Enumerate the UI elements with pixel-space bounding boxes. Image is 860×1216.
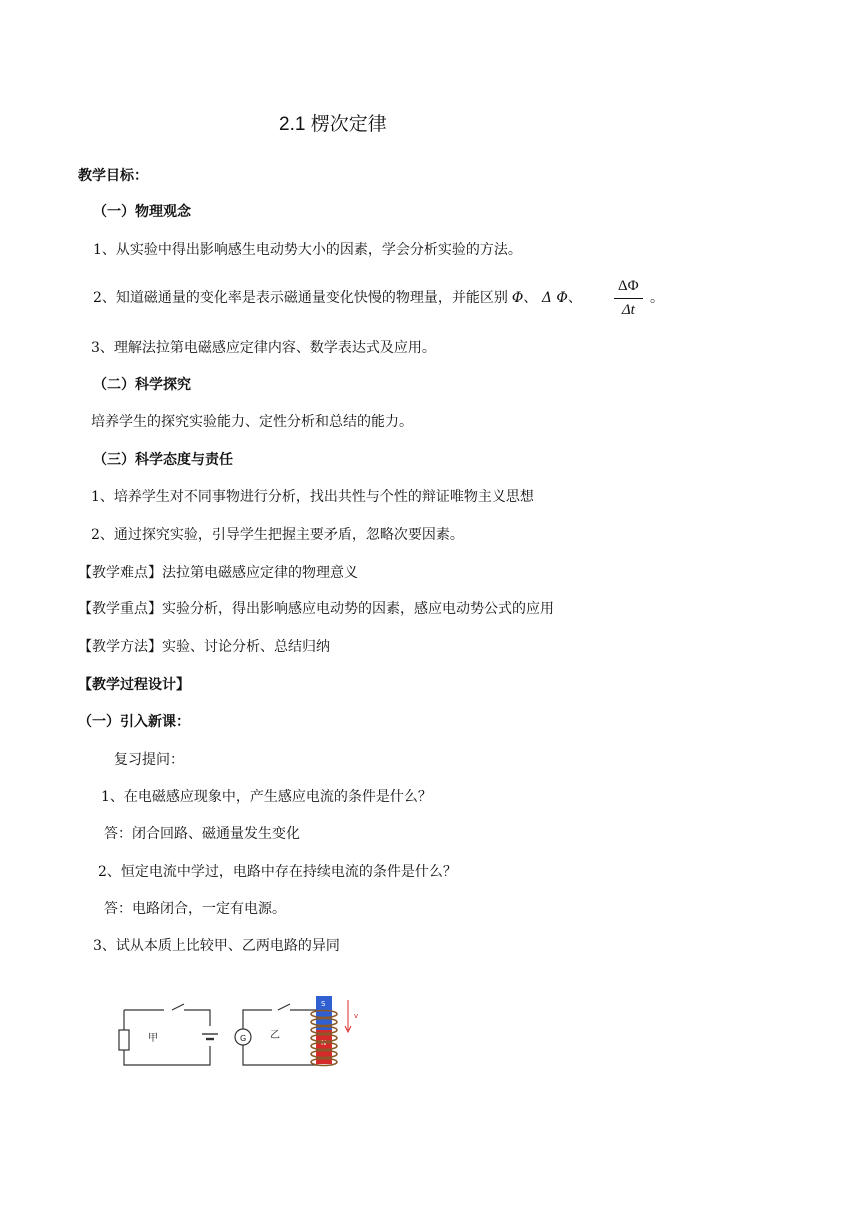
teaching-difficulty: 【教学难点】法拉第电磁感应定律的物理意义	[78, 565, 358, 581]
resistor	[119, 1030, 129, 1050]
fraction-numerator: ΔΦ	[618, 278, 639, 294]
section1-item3: 3、理解法拉第电磁感应定律内容、数学表达式及应用。	[91, 340, 436, 356]
section1-item1: 1、从实验中得出影响感生电动势大小的因素，学会分析实验的方法。	[93, 242, 522, 258]
delta-phi-symbol: Δ Φ	[541, 290, 568, 306]
circuit-a	[124, 1004, 210, 1065]
circuit-b	[243, 1004, 318, 1065]
section3-heading: （三）科学态度与责任	[93, 452, 233, 468]
section3-item2: 2、通过探究实验，引导学生把握主要矛盾，忽略次要因素。	[91, 527, 464, 543]
velocity-label: v	[354, 1012, 359, 1020]
section3-item1: 1、培养学生对不同事物进行分析，找出共性与个性的辩证唯物主义思想	[91, 489, 534, 505]
item2-end: 。	[650, 290, 664, 306]
section2-heading: （二）科学探究	[93, 377, 191, 393]
teaching-key-points: 【教学重点】实验分析，得出影响感应电动势的因素，感应电动势公式的应用	[78, 601, 554, 617]
fraction-bar	[614, 298, 643, 299]
separator: 、	[567, 290, 582, 306]
flux-rate-fraction	[614, 278, 643, 319]
section2-text: 培养学生的探究实验能力、定性分析和总结的能力。	[91, 414, 413, 430]
answer-2: 答：电路闭合，一定有电源。	[104, 901, 286, 917]
circuit-figure	[112, 990, 372, 1084]
fraction-denominator: Δt	[621, 302, 635, 318]
question-2: 2、恒定电流中学过，电路中存在持续电流的条件是什么？	[98, 864, 457, 880]
separator: 、	[523, 290, 538, 306]
galvanometer-label: G	[240, 1034, 247, 1043]
magnet-n-label: N	[321, 1039, 327, 1047]
circuit-a-label: 甲	[148, 1033, 158, 1044]
section1-item2	[93, 289, 582, 307]
page-title: 2.1 楞次定律	[279, 114, 387, 135]
review-label: 复习提问：	[114, 752, 184, 768]
item2-prefix: 2、知道磁通量的变化率是表示磁通量变化快慢的物理量，并能区别	[93, 290, 508, 306]
phi-symbol: Φ	[511, 290, 524, 306]
question-3: 3、试从本质上比较甲、乙两电路的异同	[93, 938, 340, 954]
magnet-s-label: S	[321, 1000, 326, 1008]
objectives-heading: 教学目标：	[78, 168, 148, 184]
teaching-method: 【教学方法】实验、讨论分析、总结归纳	[78, 639, 330, 655]
circuit-b-label: 乙	[270, 1030, 280, 1041]
process-heading: 【教学过程设计】	[78, 677, 190, 693]
intro-heading: （一）引入新课：	[78, 714, 190, 730]
question-1: 1、在电磁感应现象中，产生感应电流的条件是什么？	[101, 789, 432, 805]
section1-heading: （一）物理观念	[93, 204, 191, 220]
answer-1: 答：闭合回路、磁通量发生变化	[104, 826, 300, 842]
circuit-diagram	[112, 990, 372, 1080]
